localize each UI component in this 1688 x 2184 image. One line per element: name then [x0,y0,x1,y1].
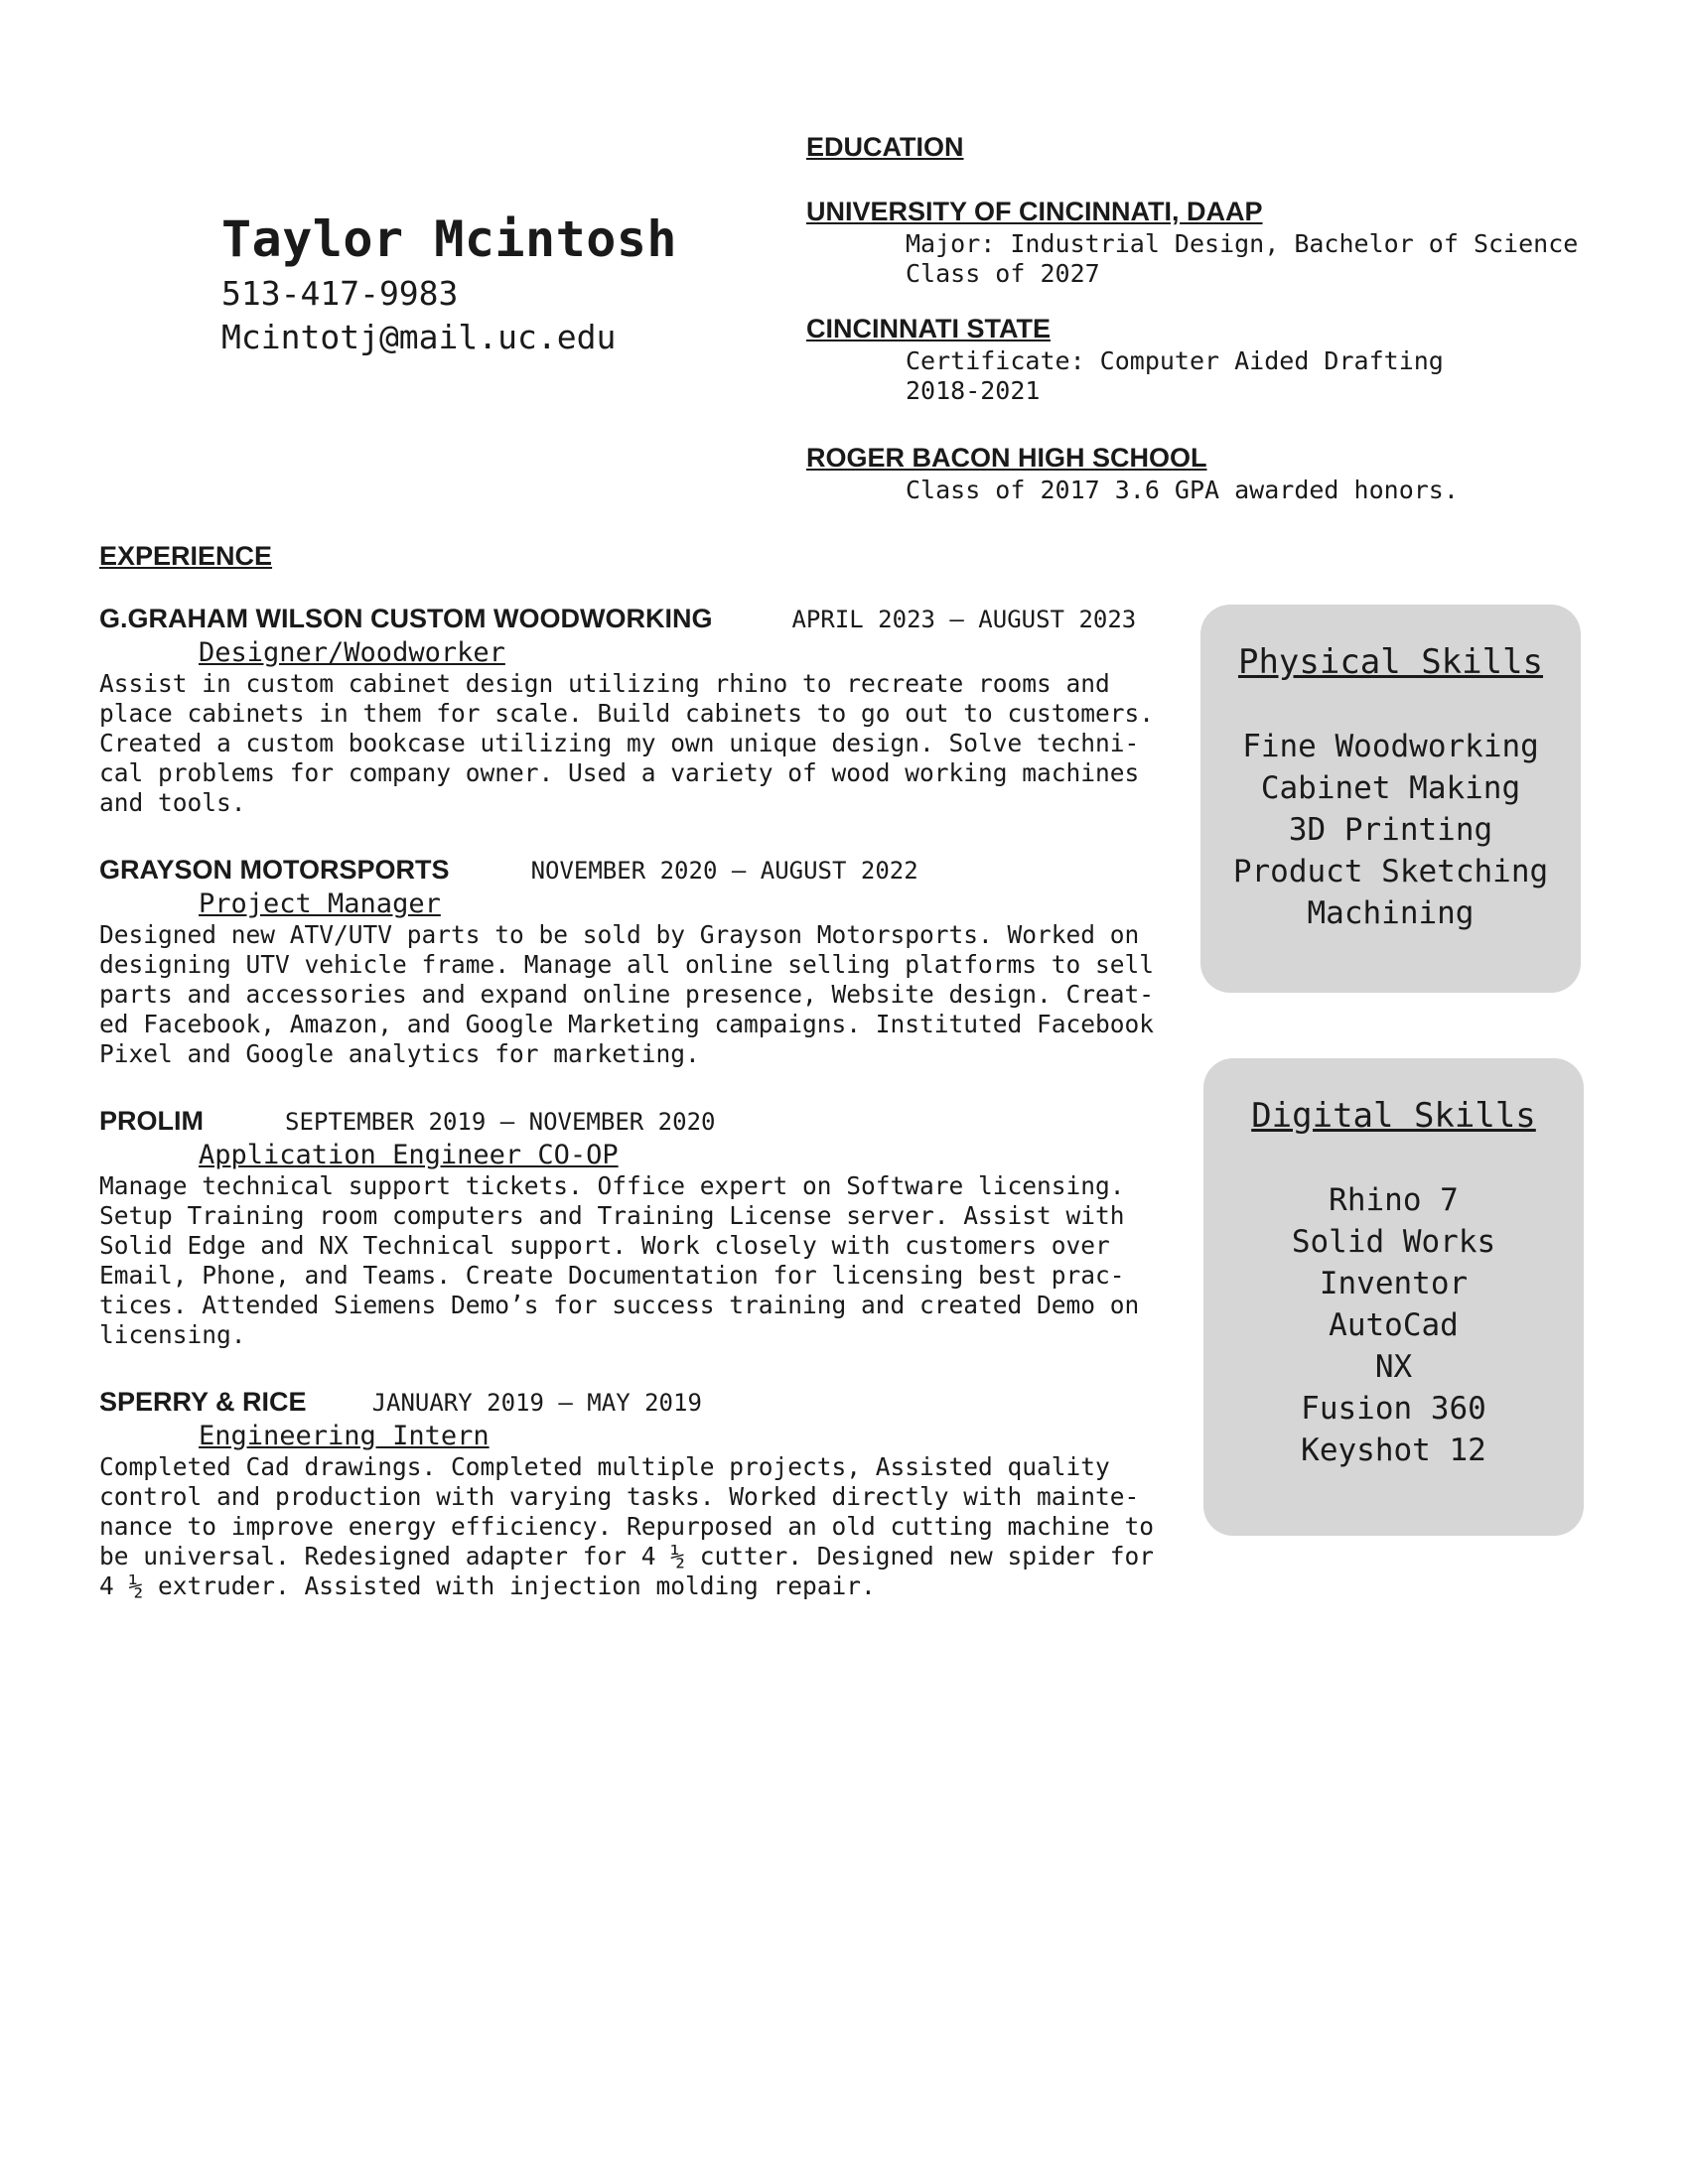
digital-skills-box [1203,1058,1584,1536]
job-description [99,669,1192,818]
job-dates: APRIL 2023 – AUGUST 2023 [791,606,1137,633]
skill-item: Inventor [1319,1266,1469,1301]
job-description [99,1452,1192,1601]
description-line: tices. Attended Siemens Demo’s for success training and created Demo on [99,1291,1140,1319]
physical-skills-title: Physical Skills [1237,642,1544,682]
job-entry [99,1387,1192,1601]
job-entry [99,855,1192,1069]
description-line: Manage technical support tickets. Office expert on Software licensing. [99,1171,1125,1200]
skill-item: Rhino 7 [1329,1182,1459,1218]
company-name: SPERRY & RICE [99,1387,307,1417]
description-line: 4 ½ extruder. Assisted with injection molding repair. [99,1571,876,1600]
description-line: Solid Edge and NX Technical support. Work closely with customers over [99,1231,1110,1260]
physical-skills-box [1200,605,1581,993]
description-line: and tools. [99,788,246,817]
school-name: ROGER BACON HIGH SCHOOL [806,443,1207,473]
school-name: CINCINNATI STATE [806,314,1051,343]
description-line: Setup Training room computers and Training License server. Assist with [99,1201,1125,1230]
job-description [99,1171,1192,1350]
description-line: control and production with varying tasks. Worked directly with mainte- [99,1482,1140,1511]
job-role: Designer/Woodworker [199,637,505,668]
candidate-name: Taylor Mcintosh [221,210,678,268]
skill-item: Fine Woodworking [1242,729,1539,764]
education-entry [806,197,1578,289]
description-line: nance to improve energy efficiency. Repurposed an old cutting machine to [99,1512,1155,1541]
description-line: Email, Phone, and Teams. Create Documentation for licensing best prac- [99,1261,1125,1290]
job-role: Project Manager [199,888,441,919]
skill-item: NX [1374,1349,1413,1385]
job-entry [99,1106,1192,1350]
job-dates: NOVEMBER 2020 – AUGUST 2022 [530,857,918,885]
education-heading: EDUCATION [806,132,964,162]
skill-item: Fusion 360 [1301,1391,1486,1427]
digital-skills-title: Digital Skills [1251,1096,1536,1136]
description-line: Pixel and Google analytics for marketing. [99,1039,700,1068]
education-entry [806,314,1444,406]
description-line: designing UTV vehicle frame. Manage all online selling platforms to sell [99,950,1155,979]
description-line: Completed Cad drawings. Completed multiple projects, Assisted quality [99,1452,1110,1481]
skill-item: Machining [1307,895,1475,931]
skill-item: 3D Printing [1288,812,1493,848]
company-name: GRAYSON MOTORSPORTS [99,855,450,885]
email-address: Mcintotj@mail.uc.edu [221,318,617,356]
job-role: Application Engineer CO-OP [199,1140,619,1170]
company-name: G.GRAHAM WILSON CUSTOM WOODWORKING [99,604,713,633]
company-name: PROLIM [99,1106,204,1136]
job-description [99,920,1192,1069]
job-dates: SEPTEMBER 2019 – NOVEMBER 2020 [285,1108,716,1136]
description-line: cal problems for company owner. Used a variety of wood working machines [99,758,1140,787]
skill-item: Cabinet Making [1260,770,1521,806]
phone-number: 513-417-9983 [221,274,459,313]
school-name: UNIVERSITY OF CINCINNATI, DAAP [806,197,1263,226]
education-entry [806,443,1459,505]
experience-heading: EXPERIENCE [99,541,273,571]
description-line: be universal. Redesigned adapter for 4 ½ cutter. Designed new spider for [99,1542,1155,1570]
description-line: ed Facebook, Amazon, and Google Marketing campaigns. Instituted Facebook [99,1010,1155,1038]
job-dates: JANUARY 2019 – MAY 2019 [371,1389,702,1417]
skill-item: AutoCad [1329,1307,1459,1343]
description-line: Created a custom bookcase utilizing my own unique design. Solve techni- [99,729,1140,757]
education-detail: Certificate: Computer Aided Drafting [906,346,1444,375]
description-line: Designed new ATV/UTV parts to be sold by Grayson Motorsports. Worked on [99,920,1140,949]
job-entry [99,604,1192,818]
description-line: place cabinets in them for scale. Build cabinets to go out to customers. [99,699,1155,728]
description-line: licensing. [99,1320,246,1349]
description-line: Assist in custom cabinet design utilizing rhino to recreate rooms and [99,669,1110,698]
skill-item: Keyshot 12 [1301,1433,1486,1468]
skill-item: Product Sketching [1232,854,1549,889]
skill-item: Solid Works [1291,1224,1496,1260]
job-role: Engineering Intern [199,1421,490,1451]
education-detail: 2018-2021 [906,376,1041,405]
education-detail: Class of 2017 3.6 GPA awarded honors. [906,476,1459,504]
description-line: parts and accessories and expand online presence, Website design. Creat- [99,980,1155,1009]
education-detail: Class of 2027 [906,259,1100,288]
education-detail: Major: Industrial Design, Bachelor of Science [906,229,1579,258]
